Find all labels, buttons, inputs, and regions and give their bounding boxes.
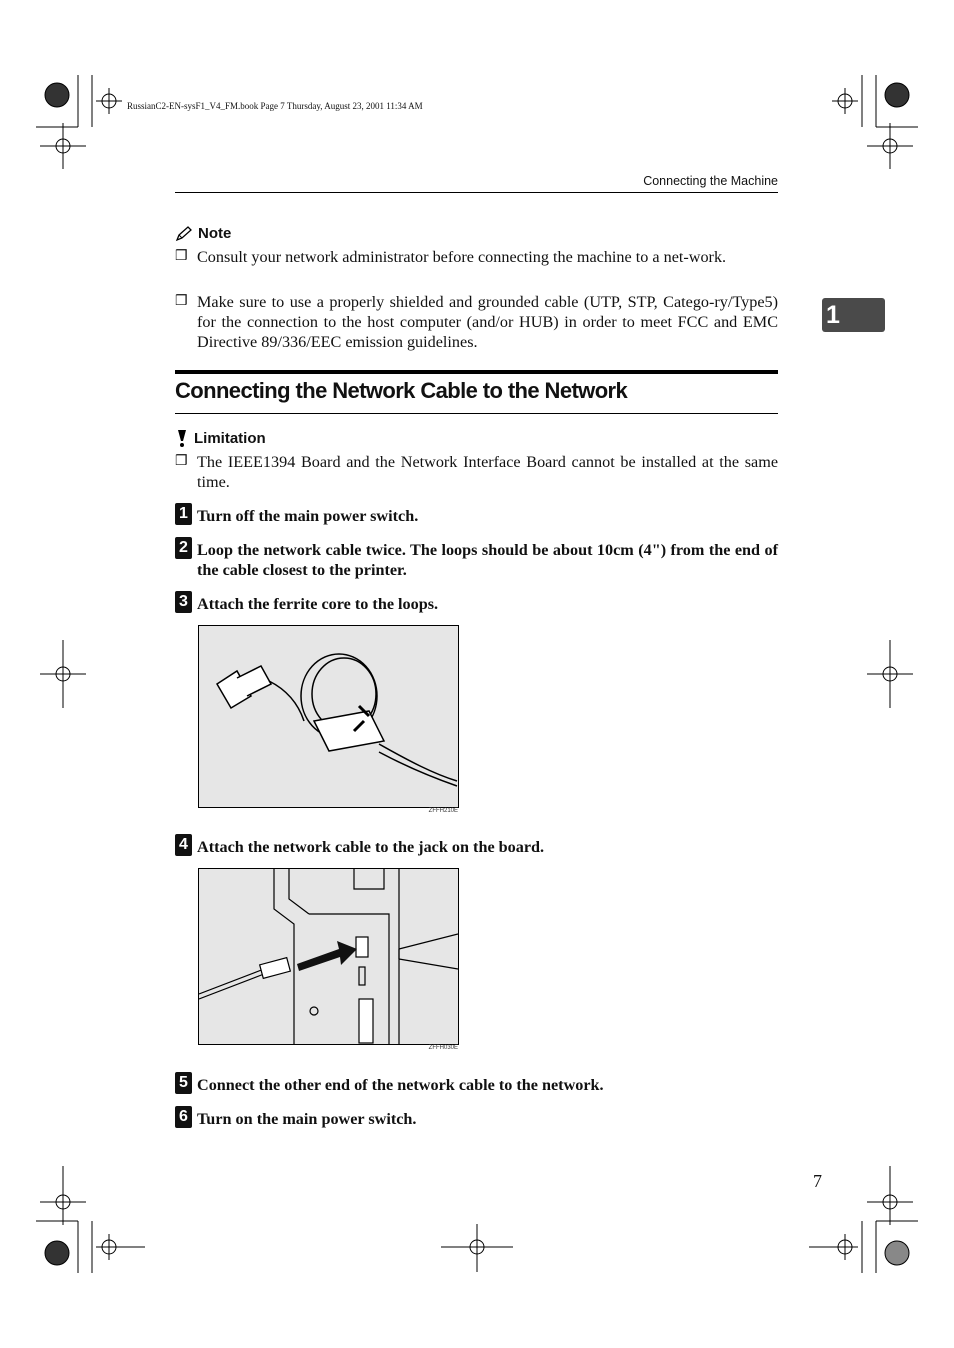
limitation-item-text: The IEEE1394 Board and the Network Interface Board cannot be installed at the same time. <box>197 453 778 491</box>
ferrite-core-illustration <box>199 626 458 807</box>
step-text: Connect the other end of the network cable to the network. <box>197 1076 604 1094</box>
section-rule-top <box>175 370 778 374</box>
network-jack-illustration <box>199 869 458 1044</box>
figure-code: ZFFH030E <box>428 1045 458 1051</box>
checkbox-bullet-icon: ❒ <box>175 249 188 264</box>
exclamation-icon <box>175 429 189 447</box>
note-item-text: Consult your network administrator before connecting the machine to a net-work. <box>197 248 727 266</box>
note-heading-label: Note <box>198 225 232 242</box>
step <box>175 506 778 526</box>
figure-network-jack <box>198 868 459 1045</box>
limitation-heading-label: Limitation <box>194 429 266 447</box>
step-number: 5 <box>175 1072 192 1094</box>
step-number: 3 <box>175 591 192 613</box>
limitation-item <box>175 452 778 492</box>
step-text: Attach the ferrite core to the loops. <box>197 595 439 613</box>
header-rule <box>175 192 778 193</box>
step-text: Turn on the main power switch. <box>197 1110 417 1128</box>
step-text: Turn off the main power switch. <box>197 507 419 525</box>
section-title: Connecting the Network Cable to the Network <box>175 378 628 403</box>
note-item-text: Make sure to use a properly shielded and grounded cable (UTP, STP, Catego-ry/Type5) for the connection to the host computer (and/or HUB) in order to meet FCC and EMC Directive 89/336/EEC emission guidelines. <box>197 293 778 351</box>
section-rule-bottom <box>175 413 778 414</box>
figure-ferrite-core <box>198 625 459 808</box>
step <box>175 540 778 580</box>
step <box>175 1075 778 1095</box>
step-text: Loop the network cable twice. The loops should be about 10cm (4") from the end of the cable closest to the printer. <box>197 541 778 579</box>
checkbox-bullet-icon: ❒ <box>175 294 188 309</box>
chapter-tab: 1 <box>822 298 885 332</box>
step <box>175 594 778 614</box>
note-heading <box>175 225 231 242</box>
step <box>175 1109 778 1129</box>
figure-code: ZFFH210E <box>428 808 458 814</box>
step-number: 2 <box>175 537 192 559</box>
step-text: Attach the network cable to the jack on the board. <box>197 838 545 856</box>
file-info: RussianC2-EN-sysF1_V4_FM.book Page 7 Thursday, August 23, 2001 11:34 AM <box>127 101 423 111</box>
running-head: Connecting the Machine <box>643 174 778 188</box>
note-item <box>175 247 778 267</box>
step-number: 1 <box>175 503 192 525</box>
step-number: 6 <box>175 1106 192 1128</box>
page-number: 7 <box>813 1171 822 1191</box>
step <box>175 837 778 857</box>
limitation-heading <box>175 429 266 447</box>
checkbox-bullet-icon: ❒ <box>175 454 188 469</box>
note-item <box>175 292 778 352</box>
step-number: 4 <box>175 834 192 856</box>
pencil-icon <box>175 226 193 242</box>
